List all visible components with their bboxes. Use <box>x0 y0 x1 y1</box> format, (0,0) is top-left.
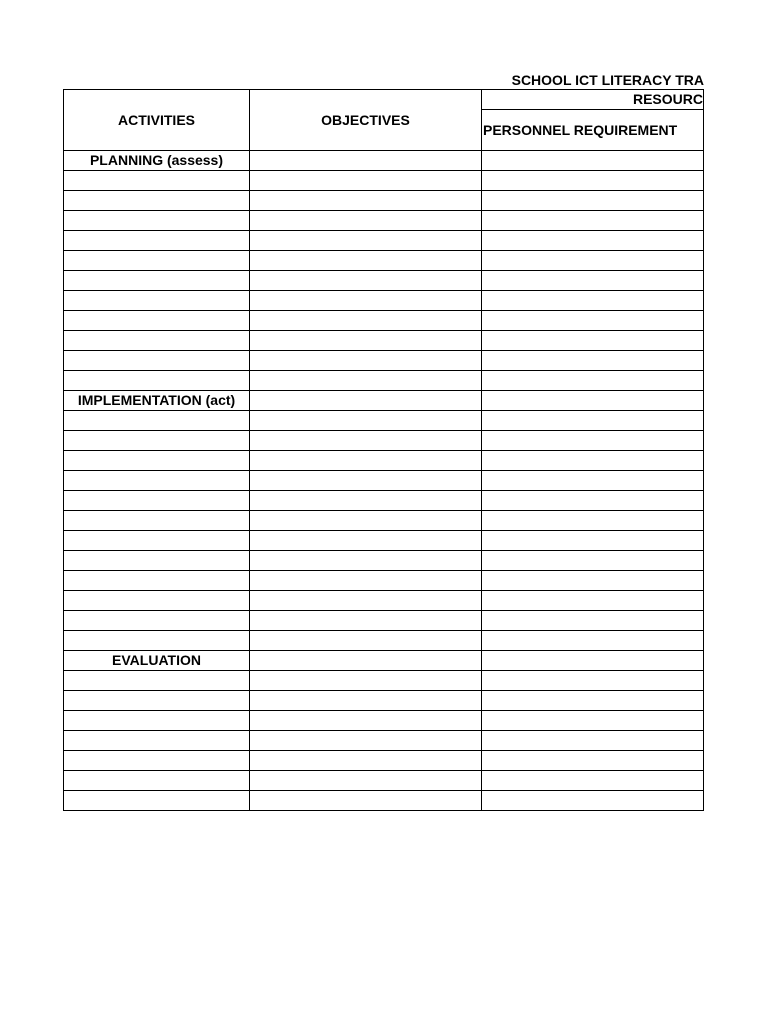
table-cell[interactable] <box>64 331 250 351</box>
table-cell[interactable] <box>482 651 704 671</box>
table-cell[interactable] <box>64 451 250 471</box>
section-label: EVALUATION <box>64 651 250 671</box>
table-cell[interactable] <box>64 191 250 211</box>
table-cell[interactable] <box>64 631 250 651</box>
section-row <box>64 391 704 411</box>
objectives-header: OBJECTIVES <box>250 90 482 151</box>
section-row <box>64 651 704 671</box>
table-cell[interactable] <box>482 551 704 571</box>
table-row <box>64 351 704 371</box>
table-cell[interactable] <box>482 311 704 331</box>
table-cell[interactable] <box>482 371 704 391</box>
table-cell[interactable] <box>482 251 704 271</box>
table-row <box>64 451 704 471</box>
table-cell[interactable] <box>482 671 704 691</box>
activities-header: ACTIVITIES <box>64 90 250 151</box>
table-row <box>64 771 704 791</box>
table-cell[interactable] <box>250 231 482 251</box>
document-title: SCHOOL ICT LITERACY TRA <box>511 72 704 88</box>
table-cell[interactable] <box>250 511 482 531</box>
header-row <box>64 90 704 110</box>
table-cell[interactable] <box>250 651 482 671</box>
table-cell[interactable] <box>64 531 250 551</box>
table-cell[interactable] <box>482 711 704 731</box>
table-row <box>64 511 704 531</box>
table-cell[interactable] <box>482 491 704 511</box>
table-row <box>64 711 704 731</box>
table-cell[interactable] <box>64 311 250 331</box>
table-cell[interactable] <box>250 411 482 431</box>
table-cell[interactable] <box>250 431 482 451</box>
table-row <box>64 311 704 331</box>
table-cell[interactable] <box>64 751 250 771</box>
table-cell[interactable] <box>250 551 482 571</box>
table-cell[interactable] <box>482 751 704 771</box>
table-cell[interactable] <box>482 271 704 291</box>
table-cell[interactable] <box>64 731 250 751</box>
table-row <box>64 271 704 291</box>
table-row <box>64 471 704 491</box>
table-cell[interactable] <box>250 171 482 191</box>
table-cell[interactable] <box>482 411 704 431</box>
table-cell[interactable] <box>482 691 704 711</box>
table-row <box>64 531 704 551</box>
table-row <box>64 491 704 511</box>
table-row <box>64 251 704 271</box>
table-row <box>64 331 704 351</box>
table-cell[interactable] <box>64 171 250 191</box>
table-row <box>64 731 704 751</box>
table-cell[interactable] <box>482 191 704 211</box>
table-row <box>64 611 704 631</box>
table-cell[interactable] <box>482 151 704 171</box>
table-cell[interactable] <box>482 391 704 411</box>
table-row <box>64 791 704 811</box>
table-cell[interactable] <box>250 471 482 491</box>
table-cell[interactable] <box>482 231 704 251</box>
table-cell[interactable] <box>64 351 250 371</box>
table-cell[interactable] <box>64 691 250 711</box>
table-cell[interactable] <box>250 311 482 331</box>
table-cell[interactable] <box>250 591 482 611</box>
table-row <box>64 231 704 251</box>
table-cell[interactable] <box>64 611 250 631</box>
table-cell[interactable] <box>482 471 704 491</box>
table-cell[interactable] <box>482 631 704 651</box>
table-cell[interactable] <box>64 771 250 791</box>
table-cell[interactable] <box>64 231 250 251</box>
table-cell[interactable] <box>482 451 704 471</box>
section-label: PLANNING (assess) <box>64 151 250 171</box>
table-cell[interactable] <box>250 351 482 371</box>
table-cell[interactable] <box>250 191 482 211</box>
table-cell[interactable] <box>64 591 250 611</box>
table-cell[interactable] <box>482 351 704 371</box>
table-cell[interactable] <box>64 711 250 731</box>
table-cell[interactable] <box>250 151 482 171</box>
table-row <box>64 591 704 611</box>
table-row <box>64 291 704 311</box>
table-cell[interactable] <box>250 331 482 351</box>
table-cell[interactable] <box>64 411 250 431</box>
table-cell[interactable] <box>482 511 704 531</box>
table-cell[interactable] <box>64 251 250 271</box>
table-cell[interactable] <box>250 791 482 811</box>
table-cell[interactable] <box>64 791 250 811</box>
table-row <box>64 211 704 231</box>
table-cell[interactable] <box>250 611 482 631</box>
table-cell[interactable] <box>250 631 482 651</box>
table-cell[interactable] <box>64 511 250 531</box>
table-cell[interactable] <box>250 211 482 231</box>
table-body <box>64 90 704 811</box>
table-cell[interactable] <box>482 591 704 611</box>
table-cell[interactable] <box>250 751 482 771</box>
table-cell[interactable] <box>250 771 482 791</box>
table-cell[interactable] <box>64 491 250 511</box>
table-cell[interactable] <box>482 211 704 231</box>
table-row <box>64 751 704 771</box>
table-cell[interactable] <box>482 171 704 191</box>
table-cell[interactable] <box>250 571 482 591</box>
table-cell[interactable] <box>250 491 482 511</box>
table-cell[interactable] <box>64 671 250 691</box>
table-row <box>64 411 704 431</box>
table-cell[interactable] <box>250 531 482 551</box>
table-cell[interactable] <box>64 271 250 291</box>
table-row <box>64 171 704 191</box>
table-row <box>64 691 704 711</box>
table-cell[interactable] <box>482 291 704 311</box>
table-cell[interactable] <box>482 431 704 451</box>
table-row <box>64 631 704 651</box>
training-plan-table <box>63 89 704 811</box>
table-cell[interactable] <box>64 551 250 571</box>
resources-header: RESOURC <box>482 90 704 110</box>
table-cell[interactable] <box>482 771 704 791</box>
table-row <box>64 371 704 391</box>
table-cell[interactable] <box>250 451 482 471</box>
table-row <box>64 191 704 211</box>
section-label: IMPLEMENTATION (act) <box>64 391 250 411</box>
table-row <box>64 551 704 571</box>
table-cell[interactable] <box>64 291 250 311</box>
table-cell[interactable] <box>250 711 482 731</box>
table-cell[interactable] <box>250 291 482 311</box>
table-row <box>64 571 704 591</box>
table-cell[interactable] <box>250 671 482 691</box>
table-row <box>64 431 704 451</box>
table-cell[interactable] <box>64 431 250 451</box>
table-cell[interactable] <box>482 331 704 351</box>
table-cell[interactable] <box>250 731 482 751</box>
section-row <box>64 151 704 171</box>
table-cell[interactable] <box>250 371 482 391</box>
table-cell[interactable] <box>64 571 250 591</box>
personnel-requirement-header: PERSONNEL REQUIREMENT <box>482 110 704 151</box>
table-cell[interactable] <box>482 731 704 751</box>
table-cell[interactable] <box>64 211 250 231</box>
table-cell[interactable] <box>482 611 704 631</box>
table-cell[interactable] <box>250 251 482 271</box>
table-cell[interactable] <box>250 271 482 291</box>
table-cell[interactable] <box>482 531 704 551</box>
table-cell[interactable] <box>250 691 482 711</box>
table-cell[interactable] <box>64 471 250 491</box>
table-cell[interactable] <box>250 391 482 411</box>
table-cell[interactable] <box>64 371 250 391</box>
table-cell[interactable] <box>482 791 704 811</box>
table-row <box>64 671 704 691</box>
table-cell[interactable] <box>482 571 704 591</box>
